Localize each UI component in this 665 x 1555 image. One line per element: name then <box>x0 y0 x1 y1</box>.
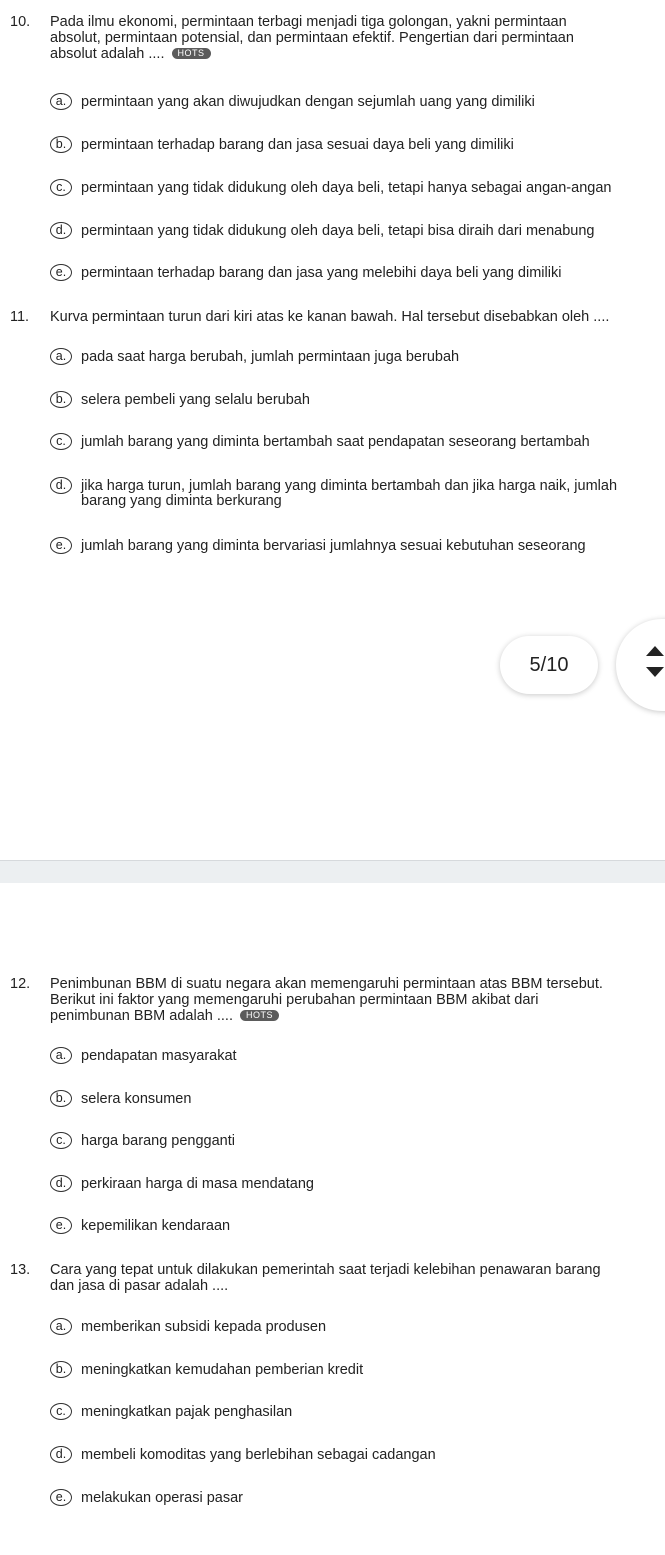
option-text: permintaan terhadap barang dan jasa sesuai daya beli yang dimiliki <box>81 137 514 153</box>
question-12-stem <box>0 976 665 1024</box>
question-number: 13. <box>10 1262 31 1278</box>
q13-option-a[interactable] <box>50 1320 625 1335</box>
q12-option-b[interactable] <box>50 1092 625 1107</box>
q12-option-d[interactable] <box>50 1177 625 1192</box>
option-letter: b. <box>50 1090 72 1107</box>
option-text: kepemilikan kendaraan <box>81 1218 231 1234</box>
option-letter: a. <box>50 1047 72 1064</box>
q13-option-c[interactable] <box>50 1405 625 1420</box>
option-letter: a. <box>50 1318 72 1335</box>
question-text: Penimbunan BBM di suatu negara akan memengaruhi permintaan atas BBM tersebut. Berikut ini faktor yang memengaruhi perubahan permintaan BBM akibat dari penimbunan BBM adalah .... <box>50 976 603 1024</box>
option-letter: c. <box>50 433 72 450</box>
option-text: perkiraan harga di masa mendatang <box>81 1176 314 1192</box>
option-letter: c. <box>50 179 72 196</box>
option-text: membeli komoditas yang berlebihan sebagai cadangan <box>81 1447 436 1463</box>
option-text: pada saat harga berubah, jumlah permintaan juga berubah <box>81 349 460 365</box>
question-10 <box>0 14 665 62</box>
q12-option-c[interactable] <box>50 1134 625 1149</box>
question-10-stem <box>0 14 665 62</box>
option-letter: a. <box>50 348 72 365</box>
option-letter: b. <box>50 391 72 408</box>
option-text: permintaan terhadap barang dan jasa yang melebihi daya beli yang dimiliki <box>81 265 562 281</box>
q10-option-a[interactable] <box>50 95 625 110</box>
q10-option-c[interactable] <box>50 181 625 196</box>
q13-option-b[interactable] <box>50 1363 625 1378</box>
page-nav-control[interactable] <box>616 619 665 711</box>
option-text: harga barang pengganti <box>81 1133 235 1149</box>
option-letter: b. <box>50 136 72 153</box>
q12-option-e[interactable] <box>50 1219 625 1234</box>
option-text: memberikan subsidi kepada produsen <box>81 1319 327 1335</box>
q10-option-d[interactable] <box>50 224 625 239</box>
q12-option-a[interactable] <box>50 1049 625 1064</box>
question-13 <box>0 1262 665 1294</box>
option-letter: d. <box>50 222 72 239</box>
option-text: jumlah barang yang diminta bervariasi jumlahnya sesuai kebutuhan seseorang <box>81 538 586 554</box>
question-11-stem <box>0 309 665 325</box>
q11-option-d[interactable] <box>50 479 625 509</box>
triangle-down-icon[interactable] <box>646 667 664 677</box>
question-text: Pada ilmu ekonomi, permintaan terbagi menjadi tiga golongan, yakni permintaan absolut, permintaan potensial, dan permintaan efektif. Pengertian dari permintaan absolut adalah .... <box>50 14 574 62</box>
option-text: jumlah barang yang diminta bertambah saat pendapatan seseorang bertambah <box>81 434 590 450</box>
q11-option-e[interactable] <box>50 539 625 554</box>
question-number: 10. <box>10 14 31 30</box>
option-text: selera konsumen <box>81 1091 192 1107</box>
q11-option-a[interactable] <box>50 350 625 365</box>
question-12 <box>0 976 665 1024</box>
option-text: meningkatkan pajak penghasilan <box>81 1404 293 1420</box>
q10-option-b[interactable] <box>50 138 625 153</box>
option-letter: e. <box>50 264 72 281</box>
option-text: meningkatkan kemudahan pemberian kredit <box>81 1362 364 1378</box>
q11-option-b[interactable] <box>50 393 625 408</box>
hots-badge: HOTS <box>172 48 211 59</box>
option-letter: c. <box>50 1132 72 1149</box>
option-letter: c. <box>50 1403 72 1420</box>
option-text: melakukan operasi pasar <box>81 1490 244 1506</box>
triangle-up-icon[interactable] <box>646 646 664 656</box>
question-13-stem <box>0 1262 665 1294</box>
question-text: Kurva permintaan turun dari kiri atas ke kanan bawah. Hal tersebut disebabkan oleh .... <box>50 309 610 325</box>
q11-option-c[interactable] <box>50 435 625 450</box>
option-text: permintaan yang tidak didukung oleh daya beli, tetapi hanya sebagai angan-angan <box>81 180 612 196</box>
option-letter: d. <box>50 1446 72 1463</box>
option-letter: e. <box>50 537 72 554</box>
page-divider <box>0 860 665 883</box>
q13-option-d[interactable] <box>50 1448 625 1463</box>
option-text: permintaan yang tidak didukung oleh daya beli, tetapi bisa diraih dari menabung <box>81 223 595 239</box>
question-11 <box>0 309 665 325</box>
option-text: pendapatan masyarakat <box>81 1048 237 1064</box>
option-letter: e. <box>50 1217 72 1234</box>
page-indicator: 5/10 <box>500 636 598 694</box>
option-text: selera pembeli yang selalu berubah <box>81 392 310 408</box>
q10-option-e[interactable] <box>50 266 625 281</box>
q13-option-e[interactable] <box>50 1491 625 1506</box>
option-text: jika harga turun, jumlah barang yang diminta bertambah dan jika harga naik, jumlah barang yang diminta berkurang <box>81 478 618 509</box>
option-letter: a. <box>50 93 72 110</box>
option-letter: b. <box>50 1361 72 1378</box>
option-letter: d. <box>50 477 72 494</box>
option-letter: d. <box>50 1175 72 1192</box>
option-letter: e. <box>50 1489 72 1506</box>
question-text: Cara yang tepat untuk dilakukan pemerintah saat terjadi kelebihan penawaran barang dan jasa di pasar adalah .... <box>50 1262 601 1294</box>
option-text: permintaan yang akan diwujudkan dengan sejumlah uang yang dimiliki <box>81 94 535 110</box>
question-number: 11. <box>10 309 30 325</box>
question-number: 12. <box>10 976 31 992</box>
hots-badge: HOTS <box>240 1010 279 1021</box>
